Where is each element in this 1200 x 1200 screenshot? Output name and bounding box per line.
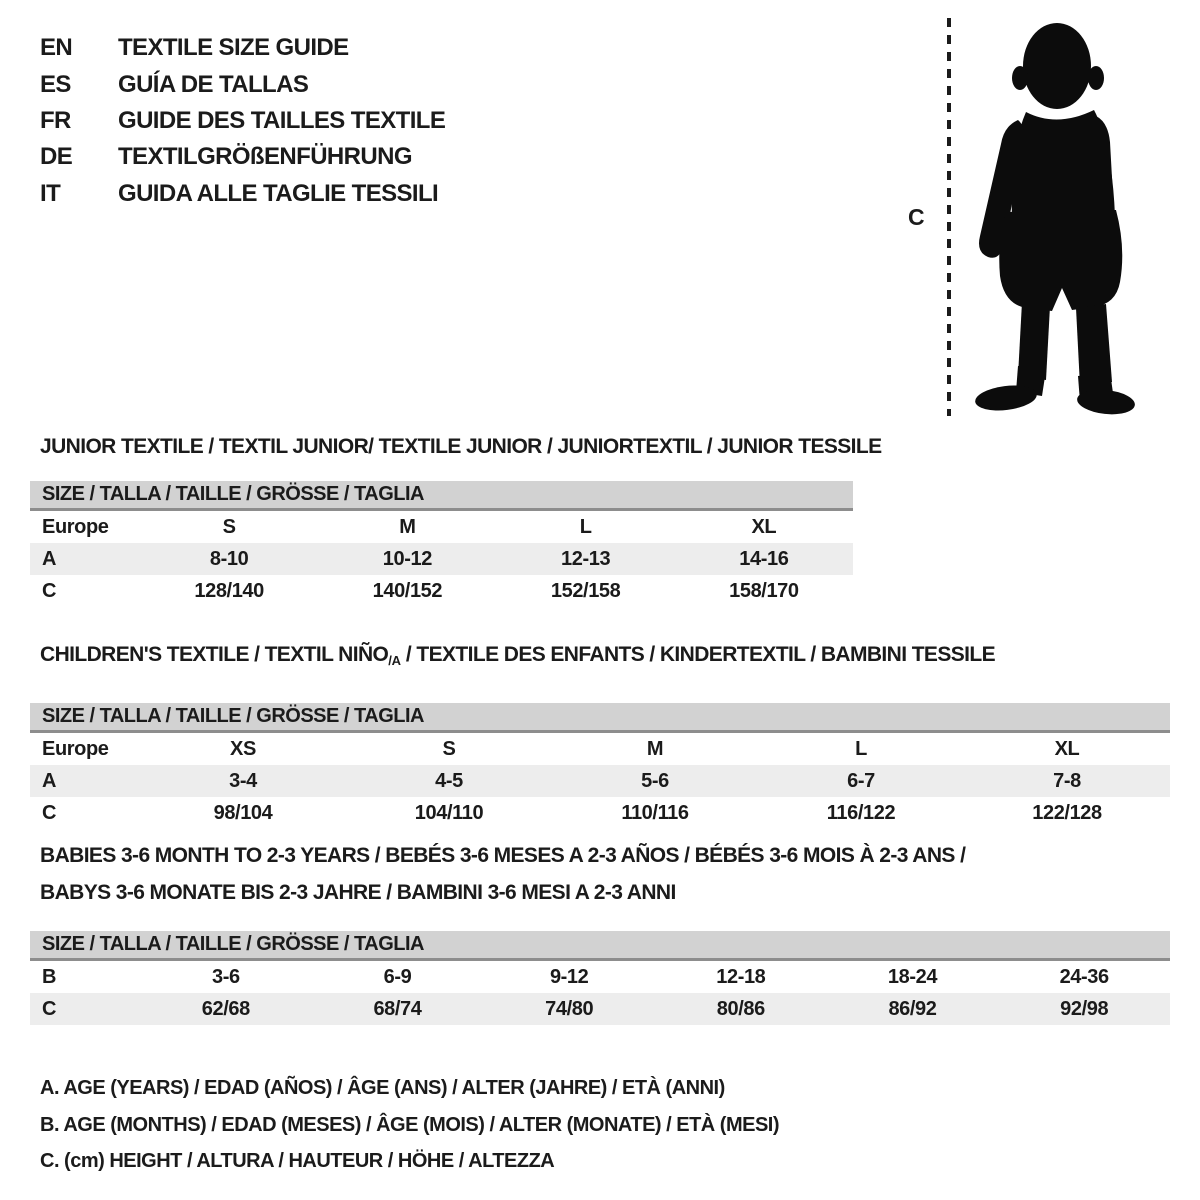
height-cell: 92/98 xyxy=(1060,997,1109,1020)
language-row-it xyxy=(40,176,445,212)
language-code: EN xyxy=(40,34,73,62)
legend-line-b: B. AGE (MONTHS) / EDAD (MESES) / ÂGE (MOIS) / ALTER (MONATE) / ETÀ (MESI) xyxy=(40,1113,780,1136)
age-cell: 18-24 xyxy=(887,965,938,988)
height-cell: 110/116 xyxy=(621,801,689,824)
height-cell: 104/110 xyxy=(414,801,484,824)
height-cell: 98/104 xyxy=(213,801,273,824)
language-row-fr xyxy=(40,103,445,139)
height-cell: 80/86 xyxy=(716,997,765,1020)
height-cell: 140/152 xyxy=(372,579,443,602)
age-cell: 5-6 xyxy=(641,769,669,792)
height-cell: 158/170 xyxy=(729,579,799,602)
table-row-age xyxy=(30,543,853,575)
size-cell: XL xyxy=(1054,737,1080,760)
size-header-bar: SIZE / TALLA / TAILLE / GRÖSSE / TAGLIA xyxy=(30,703,1170,733)
children-size-table xyxy=(30,703,1170,829)
age-cell: 3-6 xyxy=(211,965,240,988)
section-title-children xyxy=(40,643,995,673)
language-row-en xyxy=(40,30,445,66)
babies-title-line1: BABIES 3-6 MONTH TO 2-3 YEARS / BEBÉS 3-6 MESES A 2-3 AÑOS / BÉBÉS 3-6 MOIS À 2-3 ANS / xyxy=(40,844,966,867)
legend xyxy=(40,1070,779,1180)
guide-title-fr: GUIDE DES TAILLES TEXTILE xyxy=(118,106,446,134)
language-list xyxy=(40,30,445,212)
row-label: A xyxy=(42,769,57,792)
age-cell: 14-16 xyxy=(739,547,789,570)
guide-title-es: GUÍA DE TALLAS xyxy=(118,70,309,98)
row-label: Europe xyxy=(42,515,109,538)
language-code: FR xyxy=(40,106,71,134)
height-cell: 68/74 xyxy=(373,997,422,1020)
table-row-europe xyxy=(30,511,853,543)
size-cell: XS xyxy=(230,737,256,760)
table-row-age-months xyxy=(30,961,1170,993)
row-label: B xyxy=(42,965,57,988)
size-header-bar: SIZE / TALLA / TAILLE / GRÖSSE / TAGLIA xyxy=(30,931,1170,961)
language-row-de xyxy=(40,139,445,175)
age-cell: 8-10 xyxy=(209,547,249,570)
age-cell: 9-12 xyxy=(549,965,589,988)
legend-line-c: C. (cm) HEIGHT / ALTURA / HAUTEUR / HÖHE / ALTEZZA xyxy=(40,1150,555,1172)
height-cell: 152/158 xyxy=(550,579,621,602)
height-cell: 128/140 xyxy=(194,579,264,602)
children-title-subscript: /A xyxy=(388,653,401,668)
row-label: C xyxy=(42,579,57,602)
height-cell: 116/122 xyxy=(826,801,896,824)
age-cell: 6-9 xyxy=(383,965,412,988)
age-cell: 4-5 xyxy=(435,769,463,792)
babies-title-line2: BABYS 3-6 MONATE BIS 2-3 JAHRE / BAMBINI 3-6 MESI A 2-3 ANNI xyxy=(40,880,676,904)
table-row-age xyxy=(30,765,1170,797)
size-cell: M xyxy=(399,515,416,538)
size-cell: L xyxy=(579,515,592,538)
size-header-bar: SIZE / TALLA / TAILLE / GRÖSSE / TAGLIA xyxy=(30,481,853,511)
height-cell: 86/92 xyxy=(888,997,937,1020)
height-cell: 74/80 xyxy=(545,997,594,1020)
table-row-height xyxy=(30,797,1170,829)
height-cell: 122/128 xyxy=(1032,801,1102,824)
age-cell: 3-4 xyxy=(229,769,257,792)
junior-size-table xyxy=(30,481,853,607)
height-measure-label: C xyxy=(908,204,925,230)
language-code: ES xyxy=(40,70,71,98)
guide-title-de: TEXTILGRÖßENFÜHRUNG xyxy=(118,143,412,171)
height-measure-dashed-line xyxy=(947,18,951,416)
size-cell: L xyxy=(855,737,867,760)
guide-title-it: GUIDA ALLE TAGLIE TESSILI xyxy=(118,179,439,207)
size-cell: S xyxy=(222,515,236,538)
toddler-silhouette-icon xyxy=(960,14,1140,420)
table-row-europe xyxy=(30,733,1170,765)
language-row-es xyxy=(40,66,445,102)
table-row-height xyxy=(30,575,853,607)
age-cell: 24-36 xyxy=(1059,965,1109,988)
guide-title-en: TEXTILE SIZE GUIDE xyxy=(118,34,349,62)
children-title-prefix: CHILDREN'S TEXTILE / TEXTIL NIÑO xyxy=(40,643,389,666)
babies-size-table xyxy=(30,931,1170,1025)
height-cell: 62/68 xyxy=(201,997,250,1020)
section-title-babies xyxy=(40,838,965,911)
age-cell: 6-7 xyxy=(847,769,875,792)
size-cell: M xyxy=(646,737,664,760)
age-cell: 10-12 xyxy=(382,547,432,570)
children-title-suffix: / TEXTILE DES ENFANTS / KINDERTEXTIL / BAMBINI TESSILE xyxy=(400,643,996,666)
legend-line-a: A. AGE (YEARS) / EDAD (AÑOS) / ÂGE (ANS) / ALTER (JAHRE) / ETÀ (ANNI) xyxy=(40,1077,725,1099)
age-cell: 7-8 xyxy=(1053,769,1081,792)
row-label: C xyxy=(42,801,57,824)
language-code: IT xyxy=(40,179,61,207)
size-cell: XL xyxy=(751,515,777,538)
age-cell: 12-18 xyxy=(716,965,766,988)
size-cell: S xyxy=(442,737,456,760)
age-cell: 12-13 xyxy=(561,547,611,570)
table-row-height xyxy=(30,993,1170,1025)
row-label: A xyxy=(42,547,57,570)
row-label: C xyxy=(42,997,57,1020)
language-code: DE xyxy=(40,143,73,171)
row-label: Europe xyxy=(42,737,109,760)
section-title-junior: JUNIOR TEXTILE / TEXTIL JUNIOR/ TEXTILE JUNIOR / JUNIORTEXTIL / JUNIOR TESSILE xyxy=(40,435,882,458)
